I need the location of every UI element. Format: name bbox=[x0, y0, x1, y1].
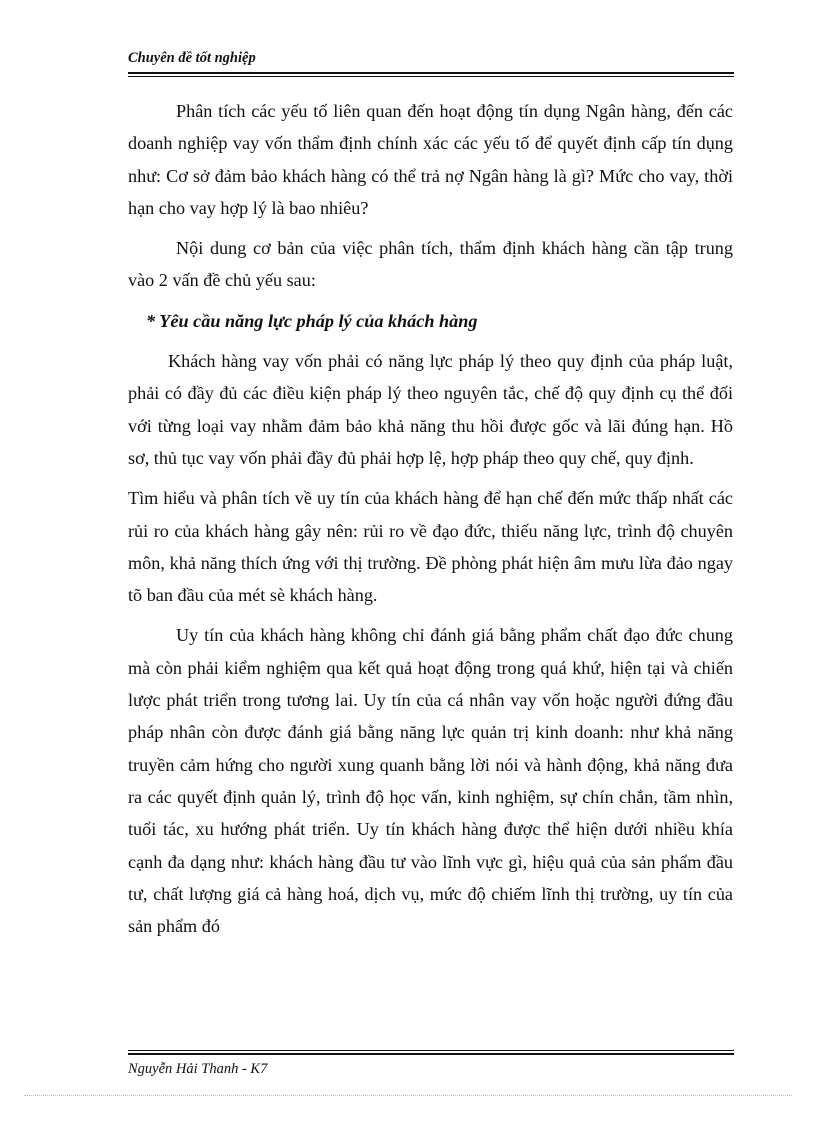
paragraph-2: Nội dung cơ bản của việc phân tích, thẩm định khách hàng cần tập trung vào 2 vấn đề chủ yếu sau: bbox=[128, 238, 733, 291]
footer-author: Nguyễn Hải Thanh - K7 bbox=[128, 1061, 268, 1077]
paragraph-4: Tìm hiểu và phân tích về uy tín của khách hàng để hạn chế đến mức thấp nhất các rủi ro của khách hàng gây nên: rủi ro về đạo đức, thiếu năng lực, trình độ chuyên môn, khả năng thích ứng với thị trường. Đề phòng phát hiện âm mưu lừa đảo ngay tõ ban đầu của mét sè khách hàng. bbox=[128, 488, 733, 606]
page-edge-divider bbox=[24, 1095, 792, 1096]
header-rule bbox=[128, 72, 734, 77]
footer-rule bbox=[128, 1050, 734, 1055]
document-body bbox=[128, 95, 733, 950]
page-header bbox=[128, 50, 734, 77]
paragraph-1: Phân tích các yếu tố liên quan đến hoạt động tín dụng Ngân hàng, đến các doanh nghiệp vay vốn thẩm định chính xác các yếu tố để quyết định cấp tín dụng như: Cơ sở đảm bảo khách hàng có thể trả nợ Ngân hàng là gì? Mức cho vay, thời hạn cho vay hợp lý là bao nhiêu? bbox=[128, 101, 733, 218]
page-footer bbox=[128, 1050, 734, 1078]
paragraph-3: Khách hàng vay vốn phải có năng lực pháp lý theo quy định của pháp luật, phải có đầy đủ các điều kiện pháp lý theo nguyên tắc, chế độ quy định cụ thể đối với từng loại vay nhằm đảm bảo khả năng thu hồi được gốc và lãi đúng hạn. Hồ sơ, thủ tục vay vốn phải đầy đủ phải hợp lệ, hợp pháp theo quy chế, quy định. bbox=[128, 351, 733, 468]
paragraph-5: Uy tín của khách hàng không chỉ đánh giá bằng phẩm chất đạo đức chung mà còn phải kiểm nghiệm qua kết quả hoạt động trong quá khứ, hiện tại và chiến lược phát triển trong tương lai. Uy tín của cá nhân vay vốn hoặc người đứng đầu pháp nhân còn được đánh giá bằng năng lực quản trị kinh doanh: như khả năng truyền cảm hứng cho người xung quanh bằng lời nói và hành động, khả năng đưa ra các quyết định quản lý, trình độ học vấn, kinh nghiệm, sự chín chắn, tầm nhìn, tuổi tác, xu hướng phát triển. Uy tín khách hàng được thể hiện dưới nhiều khía cạnh đa dạng như: khách hàng đầu tư vào lĩnh vực gì, hiệu quả của sản phẩm đầu tư, chất lượng giá cả hàng hoá, dịch vụ, mức độ chiếm lĩnh thị trường, uy tín của sản phẩm đó bbox=[128, 625, 733, 937]
section-heading: * Yêu cầu năng lực pháp lý của khách hàng bbox=[146, 310, 478, 331]
header-title: Chuyên đề tốt nghiệp bbox=[128, 50, 256, 66]
